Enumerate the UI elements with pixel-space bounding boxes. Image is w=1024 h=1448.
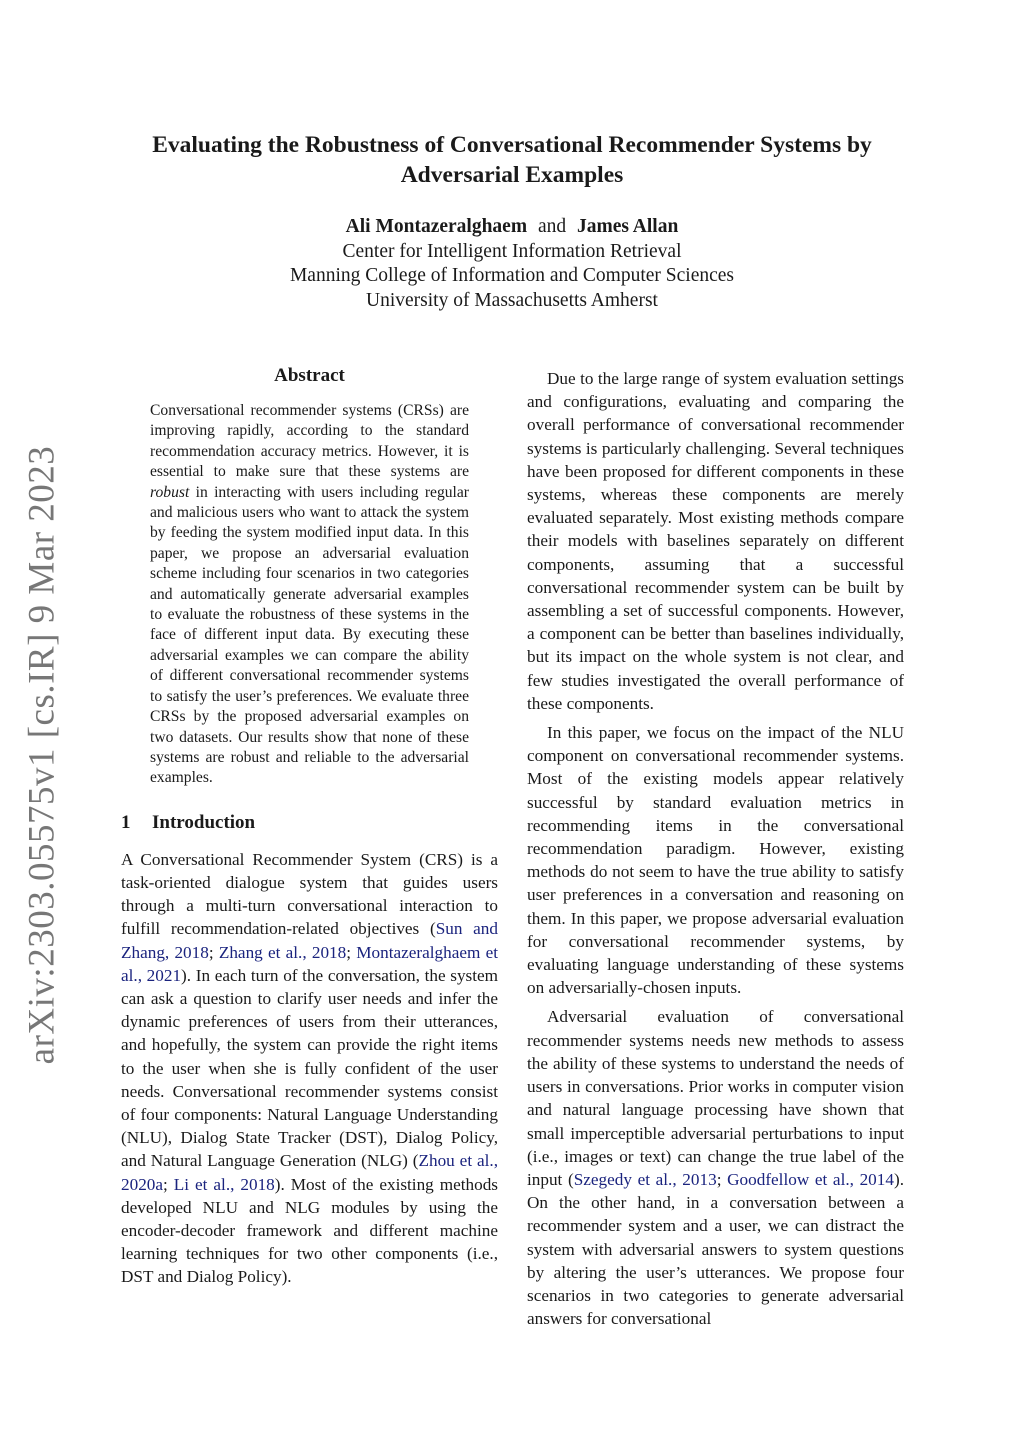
affiliation-line-1: Center for Intelligent Information Retrieval bbox=[342, 240, 682, 262]
affiliation-line-2: Manning College of Information and Computer Sciences bbox=[289, 265, 735, 286]
section-number: 1 bbox=[121, 811, 131, 833]
intro-text-c: ). Most of the existing methods developed NLU and NLG modules by using the encoder-decoder framework and different machine learning techniques for two other components (i.e., DST and Dialog Policy). bbox=[121, 1174, 498, 1287]
citation-separator: ; bbox=[208, 942, 219, 962]
intro-text-a: A Conversational Recommender System (CRS) is a task-oriented dialogue system that guides users through a multi-turn conversational interaction to fulfill recommendation-related objectives ( bbox=[121, 849, 498, 939]
author-2: James Allan bbox=[577, 216, 679, 237]
right-column bbox=[527, 367, 904, 1330]
citation-montazeralghaem-2021[interactable]: Montazeralghaem et al., 2021 bbox=[121, 942, 498, 985]
abstract-emphasis: robust bbox=[150, 483, 190, 501]
title-line-1: Evaluating the Robustness of Conversational Recommender Systems by bbox=[152, 132, 872, 158]
right-paragraph-1: Due to the large range of system evaluation settings and configurations, evaluating and comparing the overall performance of conversational recommender systems is particularly challenging. Several techniques have been proposed for different components in these systems, whereas these components are merely evaluated separately. Most existing methods compare their models with baselines separately on different components, assuming that a successful conversational recommender system can be built by assembling a set of successful components. However, a component can be better than baselines individually, but its impact on the whole system is not clear, and few studies investigated the overall performance of these components. bbox=[527, 369, 904, 713]
author-connector: and bbox=[537, 216, 567, 237]
citation-li-2018[interactable]: Li et al., 2018 bbox=[173, 1174, 275, 1194]
intro-paragraph-1 bbox=[121, 848, 498, 1289]
citation-zhou-2020a[interactable]: Zhou et al., 2020a bbox=[121, 1151, 498, 1194]
right-paragraph-3 bbox=[527, 1005, 904, 1330]
right-p3-text-b: ). On the other hand, in a conversation between a recommender system and a user, we can distract the system with adversarial answers to system questions by altering the user’s utterances. We propose four scenarios in two categories to generate adversarial answers for conversational bbox=[527, 1169, 904, 1329]
right-p3-text-a: Adversarial evaluation of conversational recommender systems needs new methods to assess the ability of these systems to understand the needs of users in conversations. Prior works in computer vision and natural language processing have shown that small imperceptible adversarial perturbations to input (i.e., images or text) can change the true label of the input ( bbox=[527, 1007, 904, 1189]
citation-separator: ; bbox=[716, 1169, 728, 1189]
author-block bbox=[100, 215, 924, 313]
right-paragraph-2: In this paper, we focus on the impact of the NLU component on conversational recommender systems. Most of the existing models appear relatively successful by standard evaluation metrics in recommending items in the conversational recommendation paradigm. However, existing methods do not seem to have the true ability to satisfy user preferences in a conversation and reasoning on them. In this paper, we propose adversarial evaluation for conversational recommender systems, by evaluating language understanding of these systems on adversarially-chosen inputs. bbox=[527, 723, 904, 998]
citation-szegedy-2013[interactable]: Szegedy et al., 2013 bbox=[573, 1169, 717, 1189]
title-line-2: Adversarial Examples bbox=[400, 162, 624, 188]
citation-goodfellow-2014[interactable]: Goodfellow et al., 2014 bbox=[727, 1169, 894, 1189]
paper-title bbox=[100, 130, 924, 190]
left-column bbox=[121, 365, 498, 1289]
citation-separator: ; bbox=[163, 1174, 174, 1194]
abstract-heading: Abstract bbox=[274, 365, 345, 386]
intro-text-b: ). In each turn of the conversation, the system can ask a question to clarify user needs and infer the dynamic preferences of users from their utterances, and hopefully, the system can provide the right items to the user when she is fully confident of the user needs. Conversational recommender systems consist of four components: Natural Language Understanding (NLU), Dialog State Tracker (DST), Dialog Policy, and Natural Language Generation (NLG) ( bbox=[121, 965, 498, 1171]
abstract-text bbox=[150, 401, 469, 789]
citation-sun-zhang-2018[interactable]: Sun and Zhang, 2018 bbox=[121, 919, 498, 962]
author-names bbox=[100, 215, 924, 240]
section-heading-introduction bbox=[121, 812, 498, 834]
abstract-part-1: Conversational recommender systems (CRSs) are improving rapidly, according to the standard recommendation accuracy metrics. However, it is essential to make sure that these systems are bbox=[150, 402, 469, 481]
citation-zhang-2018[interactable]: Zhang et al., 2018 bbox=[218, 942, 347, 962]
citation-separator: ; bbox=[346, 942, 357, 962]
section-title: Introduction bbox=[152, 811, 256, 833]
author-1: Ali Montazeralghaem bbox=[345, 216, 528, 237]
arxiv-identifier-stamp: arXiv:2303.05575v1 [cs.IR] 9 Mar 2023 bbox=[21, 445, 63, 1065]
affiliation-line-3: University of Massachusetts Amherst bbox=[366, 289, 658, 311]
abstract-part-2: in interacting with users including regular and malicious users who want to attack the system by feeding the system modified input data. In this paper, we propose an adversarial evaluation scheme including four scenarios in two categories and automatically generate adversarial examples to evaluate the robustness of these systems in the face of different input data. By executing these adversarial examples we can compare the ability of different conversational recommender systems to satisfy the user’s preferences. We evaluate three CRSs by the proposed adversarial examples on two datasets. Our results show that none of these systems are robust and reliable to the adversarial examples. bbox=[150, 483, 469, 787]
